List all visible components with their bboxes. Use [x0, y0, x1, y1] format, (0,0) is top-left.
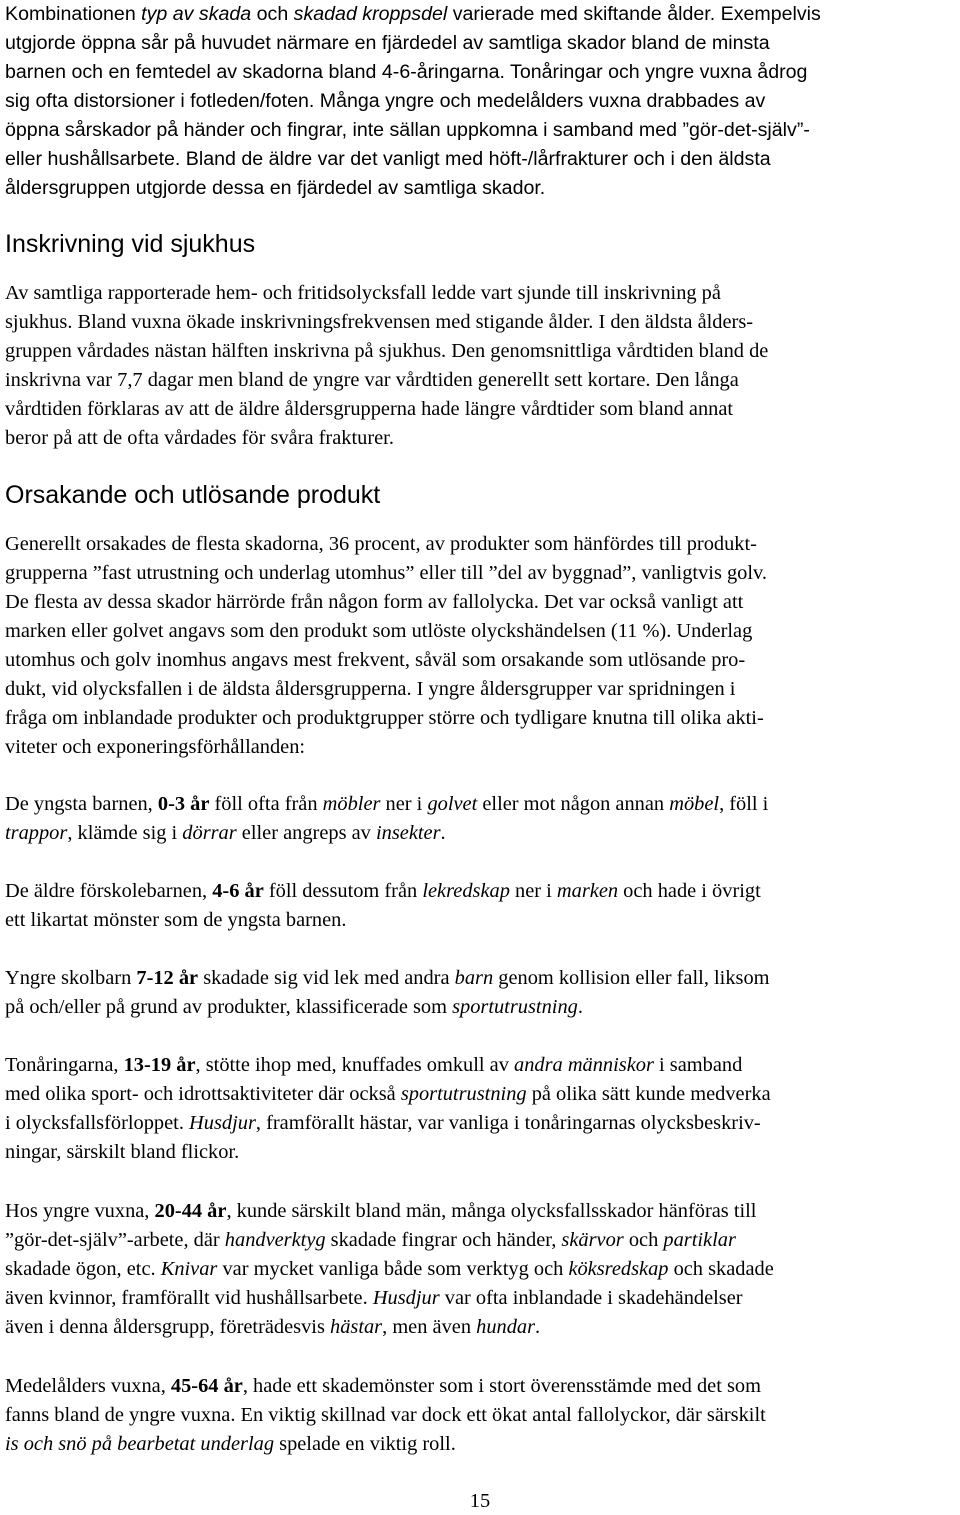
text-run: grupperna ”fast utrustning och underlag utomhus” eller till ”del av byggnad”, vanligtvis golv.	[5, 562, 767, 584]
text-line	[5, 279, 768, 308]
text-run: sig ofta distorsioner i fotleden/foten. Många yngre och medelålders vuxna drabbades av	[5, 90, 766, 112]
text-run: spelade en viktig roll.	[274, 1433, 456, 1455]
text-run: .	[440, 822, 446, 844]
text-run: genom kollision eller fall, liksom	[493, 967, 770, 989]
text-line	[5, 1080, 771, 1109]
text-run: barnen och en femtedel av skadorna bland 4-6-åringarna. Tonåringar och yngre vuxna ådrog	[5, 61, 808, 83]
bold-text: 0-3 år	[157, 793, 210, 815]
text-run: Generellt orsakades de flesta skadorna, 36 procent, av produkter som hänfördes till produkt-	[5, 533, 757, 555]
text-line	[5, 1401, 766, 1430]
text-line	[5, 366, 768, 395]
text-line	[5, 733, 767, 762]
text-line	[5, 993, 770, 1022]
text-run: , föll i	[719, 793, 769, 815]
text-run: sjukhus. Bland vuxna ökade inskrivningsfrekvensen med stigande ålder. I den äldsta ålders-	[5, 311, 754, 333]
italic-text: lekredskap	[422, 880, 510, 902]
text-run: skadade fingrar och händer,	[325, 1229, 562, 1251]
text-run: på och/eller på grund av produkter, klassificerade som	[5, 996, 453, 1018]
text-line	[5, 906, 761, 935]
text-run: vårdtiden förklaras av att de äldre åldersgrupperna hade längre vårdtider som bland annat	[5, 398, 734, 420]
paragraph-injury-combinations	[5, 0, 821, 203]
italic-text: barn	[454, 967, 494, 989]
text-run: , framförallt hästar, var vanliga i tonåringarnas olycksbeskriv-	[255, 1112, 761, 1134]
text-run: eller hushållsarbete. Bland de äldre var det vanligt med höft-/lårfrakturer och i den äldsta	[5, 148, 771, 170]
text-run: ner i	[380, 793, 428, 815]
paragraph-age-7-12	[5, 964, 770, 1022]
italic-text: golvet	[427, 793, 478, 815]
text-run: varierade med skiftande ålder. Exempelvis	[447, 3, 821, 25]
italic-text: sportutrustning	[452, 996, 578, 1018]
italic-text: hundar	[476, 1316, 536, 1338]
text-run: eller mot någon annan	[477, 793, 670, 815]
italic-text: skärvor	[561, 1229, 624, 1251]
text-line	[5, 964, 770, 993]
section-heading-orsakande: Orsakande och utlösande produkt	[5, 481, 381, 509]
italic-text: Husdjur	[189, 1112, 256, 1134]
text-line	[5, 1109, 771, 1138]
text-line	[5, 58, 821, 87]
text-line	[5, 116, 821, 145]
text-run: Av samtliga rapporterade hem- och fritidsolycksfall ledde vart sjunde till inskrivning på	[5, 282, 721, 304]
paragraph-hospital-admission	[5, 279, 768, 453]
text-run: Yngre skolbarn	[5, 967, 137, 989]
page-number: 15	[469, 1490, 491, 1512]
text-run: De flesta av dessa skador härrörde från någon form av fallolycka. Det var också vanligt att	[5, 591, 744, 613]
text-run: och	[623, 1229, 664, 1251]
italic-text: hästar	[330, 1316, 383, 1338]
italic-text: möbel	[669, 793, 720, 815]
text-run: Kombinationen	[5, 3, 142, 25]
text-run: och	[251, 3, 294, 25]
text-run: föll ofta från	[209, 793, 323, 815]
text-run: öppna sårskador på händer och fingrar, inte sällan uppkomna i samband med ”gör-det-själv”-	[5, 119, 810, 141]
text-line	[5, 530, 767, 559]
text-line	[5, 675, 767, 704]
bold-text: 4-6 år	[212, 880, 264, 902]
text-line	[5, 1197, 774, 1226]
text-line	[5, 337, 768, 366]
italic-text: dörrar	[182, 822, 237, 844]
text-line	[5, 1138, 771, 1167]
text-line	[5, 424, 768, 453]
text-run: utgjorde öppna sår på huvudet närmare en fjärdedel av samtliga skador bland de minsta	[5, 32, 770, 54]
text-run: , hade ett skademönster som i stort överensstämde med det som	[242, 1375, 761, 1397]
paragraph-age-13-19	[5, 1051, 771, 1167]
text-line	[5, 704, 767, 733]
text-run: även kvinnor, framförallt vid hushållsarbete.	[5, 1287, 373, 1309]
text-line	[5, 1313, 774, 1342]
text-run: med olika sport- och idrottsaktiviteter där också	[5, 1083, 401, 1105]
italic-text: skadad kroppsdel	[293, 3, 448, 25]
text-run: dukt, vid olycksfallen i de äldsta åldersgrupperna. I yngre åldersgrupper var spridningen i	[5, 678, 736, 700]
text-run: Medelålders vuxna,	[5, 1375, 171, 1397]
text-run: åldersgruppen utgjorde dessa en fjärdedel av samtliga skador.	[5, 177, 546, 199]
text-run: gruppen vårdades nästan hälften inskrivna på sjukhus. Den genomsnittliga vårdtiden bland de	[5, 340, 769, 362]
text-run: och hade i övrigt	[618, 880, 761, 902]
italic-text: köksredskap	[568, 1258, 669, 1280]
text-run: viteter och exponeringsförhållanden:	[5, 736, 306, 758]
bold-text: 20-44 år	[154, 1200, 227, 1222]
italic-text: trappor	[5, 822, 68, 844]
italic-text: möbler	[322, 793, 381, 815]
text-line	[5, 588, 767, 617]
bold-text: 13-19 år	[123, 1054, 196, 1076]
italic-text: Husdjur	[372, 1287, 440, 1309]
text-line	[5, 559, 767, 588]
bold-text: 7-12 år	[136, 967, 199, 989]
text-run: skadade ögon, etc.	[5, 1258, 161, 1280]
text-run: inskrivna var 7,7 dagar men bland de yngre var vårdtiden generellt sett kortare. Den långa	[5, 369, 739, 391]
italic-text: marken	[556, 880, 619, 902]
text-line	[5, 29, 821, 58]
text-run: i olycksfallsförloppet.	[5, 1112, 190, 1134]
text-run: marken eller golvet angavs som den produkt som utlöste olyckshändelsen (11 %). Underlag	[5, 620, 753, 642]
italic-text: andra människor	[514, 1054, 654, 1076]
italic-text: insekter	[375, 822, 441, 844]
text-line	[5, 1284, 774, 1313]
paragraph-age-4-6	[5, 877, 761, 935]
text-run: och skadade	[668, 1258, 774, 1280]
text-line	[5, 1051, 771, 1080]
text-line	[5, 145, 821, 174]
text-line	[5, 308, 768, 337]
text-run: var mycket vanliga både som verktyg och	[217, 1258, 569, 1280]
text-run: ”gör-det-själv”-arbete, där	[5, 1229, 225, 1251]
text-line	[5, 1430, 766, 1459]
text-run: fråga om inblandade produkter och produktgrupper större och tydligare knutna till olika akti-	[5, 707, 764, 729]
text-run: även i denna åldersgrupp, företrädesvis	[5, 1316, 330, 1338]
text-run: Hos yngre vuxna,	[5, 1200, 155, 1222]
text-line	[5, 877, 761, 906]
section-heading-inskrivning: Inskrivning vid sjukhus	[5, 230, 256, 258]
text-run: i samband	[653, 1054, 743, 1076]
text-run: .	[535, 1316, 541, 1338]
text-run: De yngsta barnen,	[5, 793, 158, 815]
text-run: .	[577, 996, 583, 1018]
text-line	[5, 0, 821, 29]
text-run: föll dessutom från	[263, 880, 423, 902]
text-run: ett likartat mönster som de yngsta barnen.	[5, 909, 347, 931]
text-line	[5, 87, 821, 116]
text-run: , klämde sig i	[67, 822, 183, 844]
paragraph-age-0-3	[5, 790, 768, 848]
text-run: , kunde särskilt bland män, många olycksfallsskador hänföras till	[226, 1200, 757, 1222]
text-line	[5, 1226, 774, 1255]
text-run: fanns bland de yngre vuxna. En viktig skillnad var dock ett ökat antal fallolyckor, där särskilt	[5, 1404, 766, 1426]
text-run: , men även	[382, 1316, 477, 1338]
italic-text: sportutrustning	[400, 1083, 527, 1105]
text-line	[5, 174, 821, 203]
text-line	[5, 1372, 766, 1401]
text-run: ningar, särskilt bland flickor.	[5, 1141, 240, 1163]
bold-text: 45-64 år	[170, 1375, 243, 1397]
text-line	[5, 819, 768, 848]
text-line	[5, 646, 767, 675]
text-line	[5, 617, 767, 646]
paragraph-age-20-44	[5, 1197, 774, 1342]
text-run: skadade sig vid lek med andra	[198, 967, 455, 989]
text-run: beror på att de ofta vårdades för svåra frakturer.	[5, 427, 394, 449]
italic-text: typ av skada	[141, 3, 252, 25]
text-run: ner i	[509, 880, 557, 902]
text-line	[5, 790, 768, 819]
paragraph-products-general	[5, 530, 767, 762]
text-run: utomhus och golv inomhus angavs mest frekvent, såväl som orsakande som utlösande pro-	[5, 649, 746, 671]
italic-text: partiklar	[663, 1229, 736, 1251]
text-run: Tonåringarna,	[5, 1054, 124, 1076]
text-run: eller angreps av	[236, 822, 376, 844]
paragraph-age-45-64	[5, 1372, 766, 1459]
italic-text: handverktyg	[224, 1229, 326, 1251]
text-line	[5, 1255, 774, 1284]
text-run: på olika sätt kunde medverka	[526, 1083, 771, 1105]
italic-text: Knivar	[160, 1258, 218, 1280]
text-line	[5, 395, 768, 424]
text-run: , stötte ihop med, knuffades omkull av	[195, 1054, 514, 1076]
text-run: De äldre förskolebarnen,	[5, 880, 213, 902]
text-run: var ofta inblandade i skadehändelser	[439, 1287, 743, 1309]
italic-text: is och snö på bearbetat underlag	[5, 1433, 275, 1455]
